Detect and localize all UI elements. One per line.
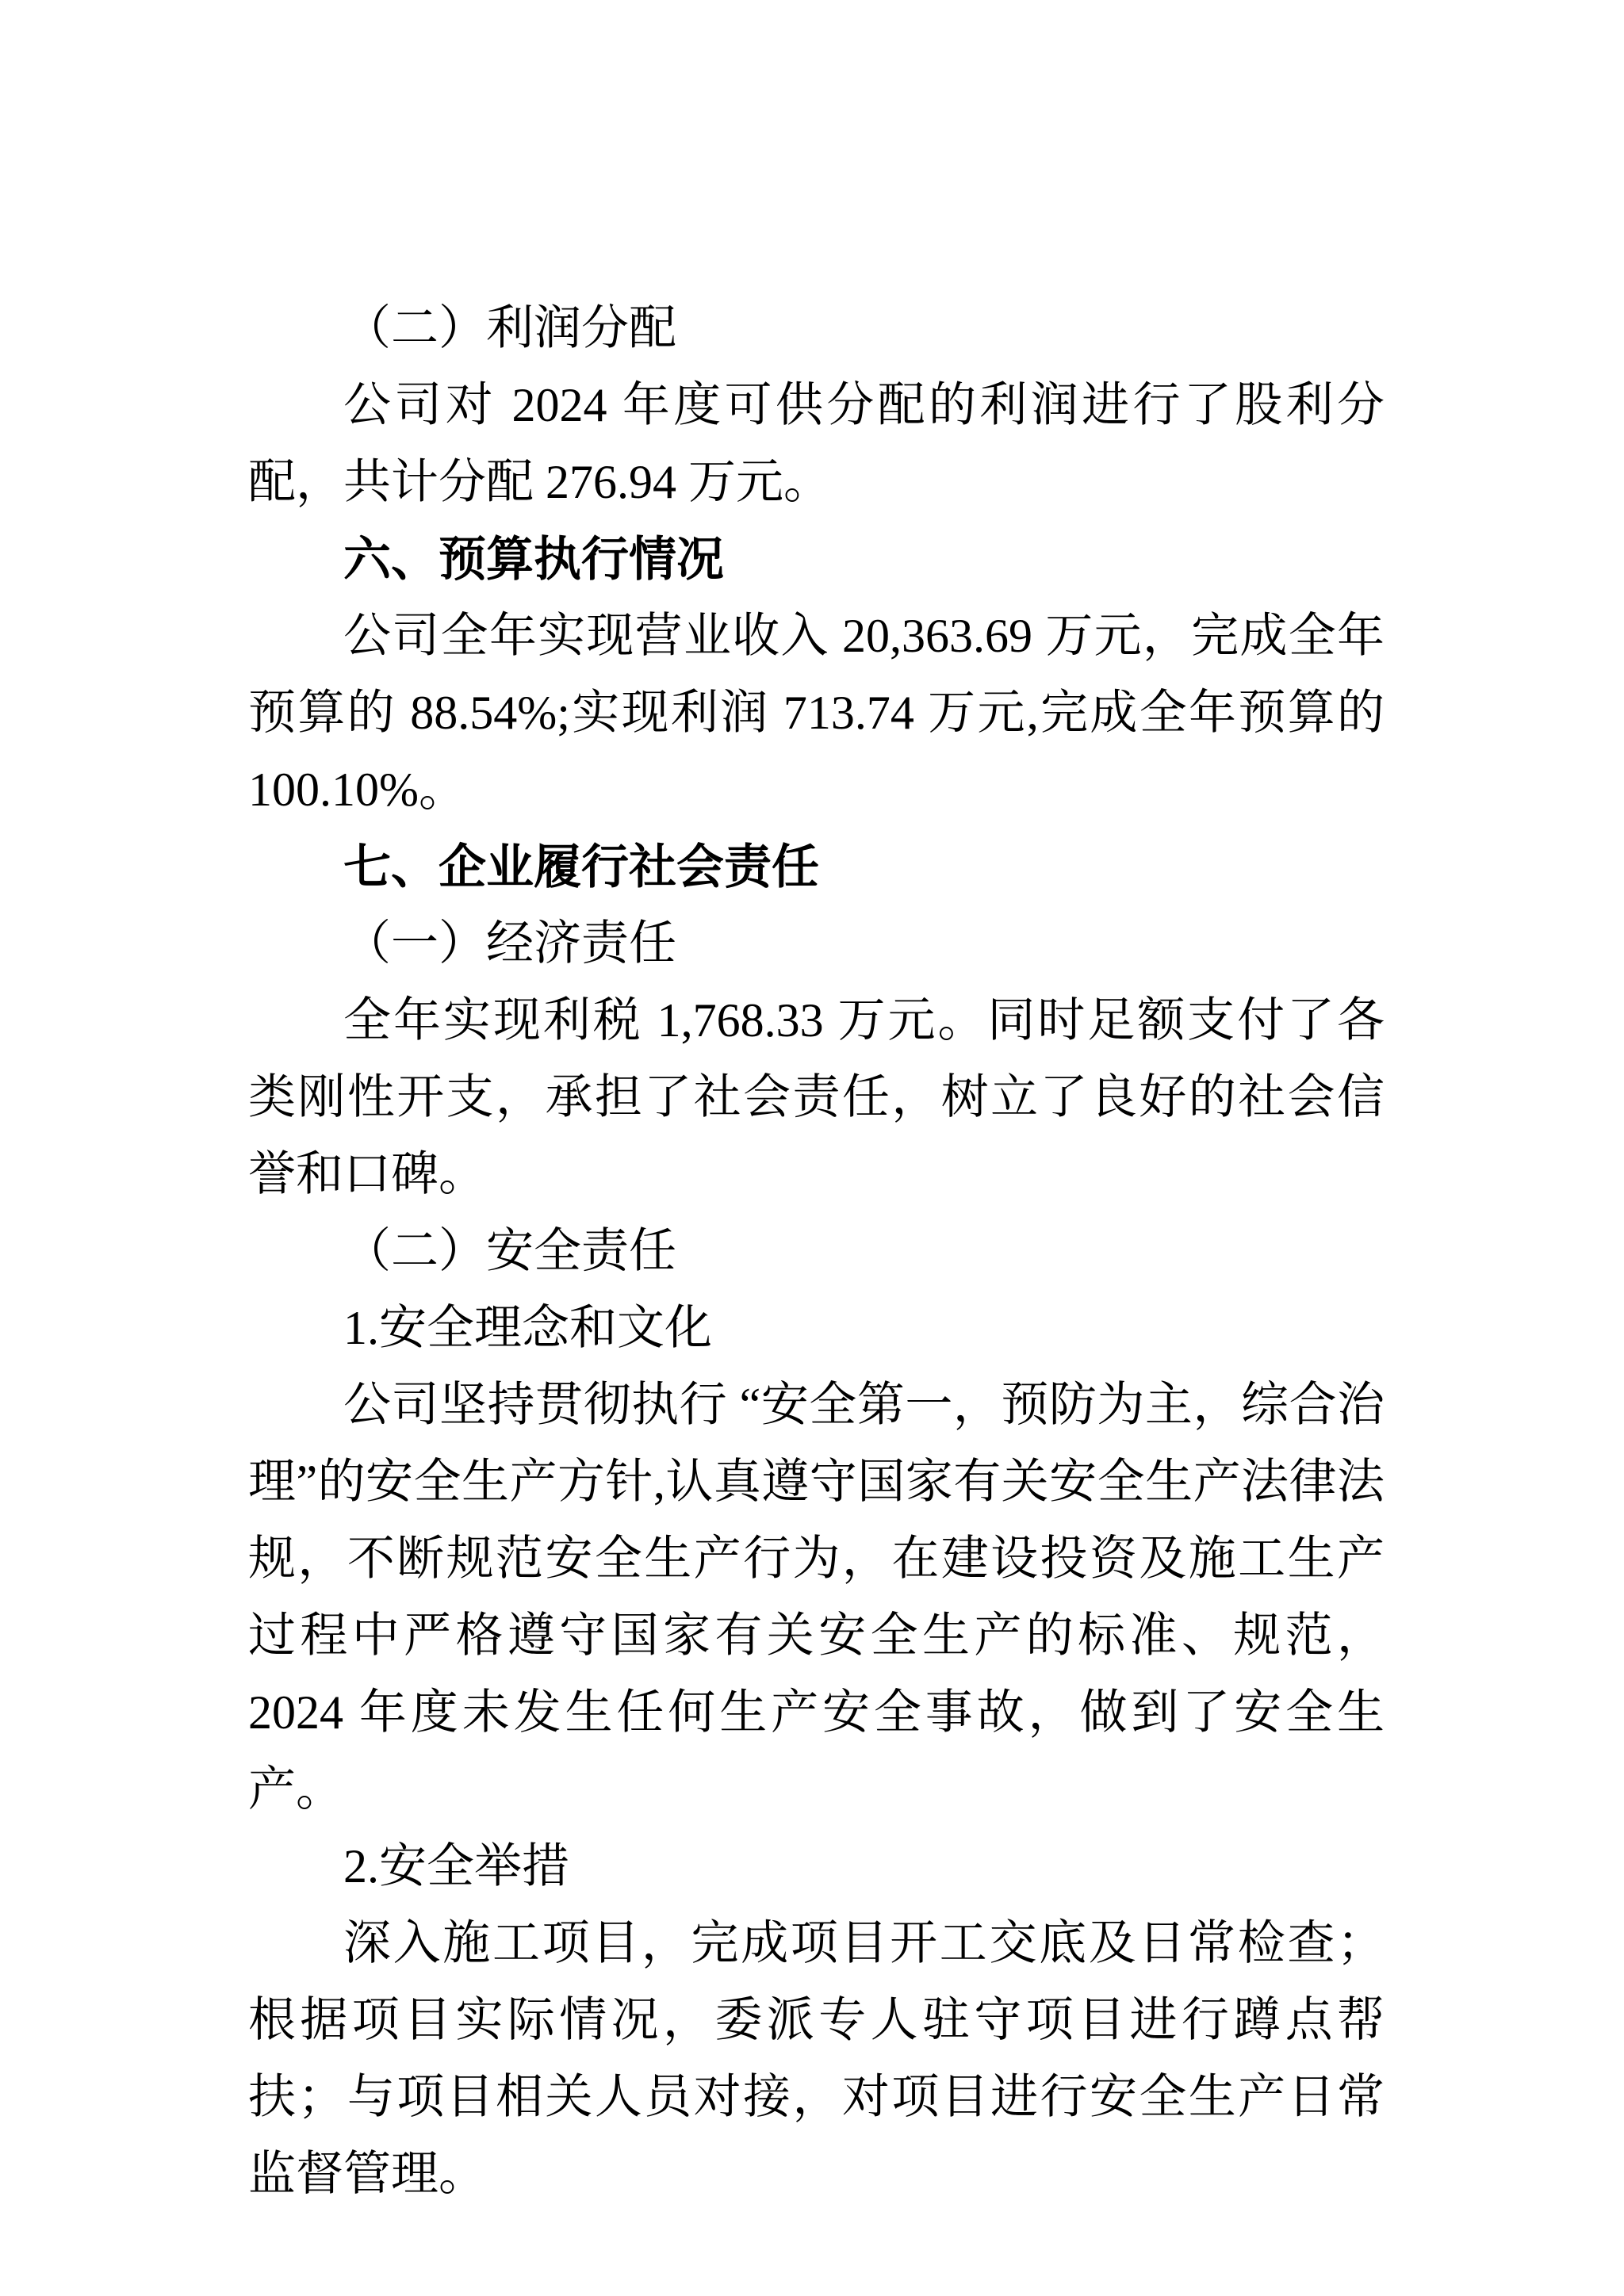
paragraph-profit-distribution: 公司对 2024 年度可供分配的利润进行了股利分配，共计分配 276.94 万元。 <box>248 379 1385 508</box>
section-heading-social-responsibility: 七、企业履行社会责任 <box>343 840 819 894</box>
numbered-heading-safety-measures: 2.安全举措 <box>343 1840 569 1892</box>
document-body <box>248 290 1385 2213</box>
numbered-heading-safety-concept: 1.安全理念和文化 <box>343 1302 712 1354</box>
subsection-heading-economic-responsibility: （一）经济责任 <box>343 917 676 970</box>
paragraph-economic-responsibility: 全年实现利税 1,768.33 万元。同时足额支付了各类刚性开支，承担了社会责任，树立了良好的社会信誉和口碑。 <box>248 994 1385 1200</box>
paragraph-safety-concept: 公司坚持贯彻执行 “安全第一，预防为主，综合治理”的安全生产方针,认真遵守国家有关安全生产法律法规，不断规范安全生产行为，在建设投资及施工生产过程中严格遵守国家有关安全生产的标准、规范，2024 年度未发生任何生产安全事故，做到了安全生产。 <box>248 1379 1385 1816</box>
paragraph-safety-measures: 深入施工项目，完成项目开工交底及日常检查；根据项目实际情况，委派专人驻守项目进行蹲点帮扶；与项目相关人员对接，对项目进行安全生产日常监督管理。 <box>248 1917 1385 2200</box>
subsection-heading-profit-distribution: （二）利润分配 <box>343 302 676 354</box>
subsection-heading-safety-responsibility: （二）安全责任 <box>343 1225 676 1277</box>
section-heading-budget-execution: 六、预算执行情况 <box>343 533 724 586</box>
paragraph-budget-execution: 公司全年实现营业收入 20,363.69 万元，完成全年预算的 88.54%;实现利润 713.74 万元,完成全年预算的 100.10%。 <box>248 610 1385 816</box>
